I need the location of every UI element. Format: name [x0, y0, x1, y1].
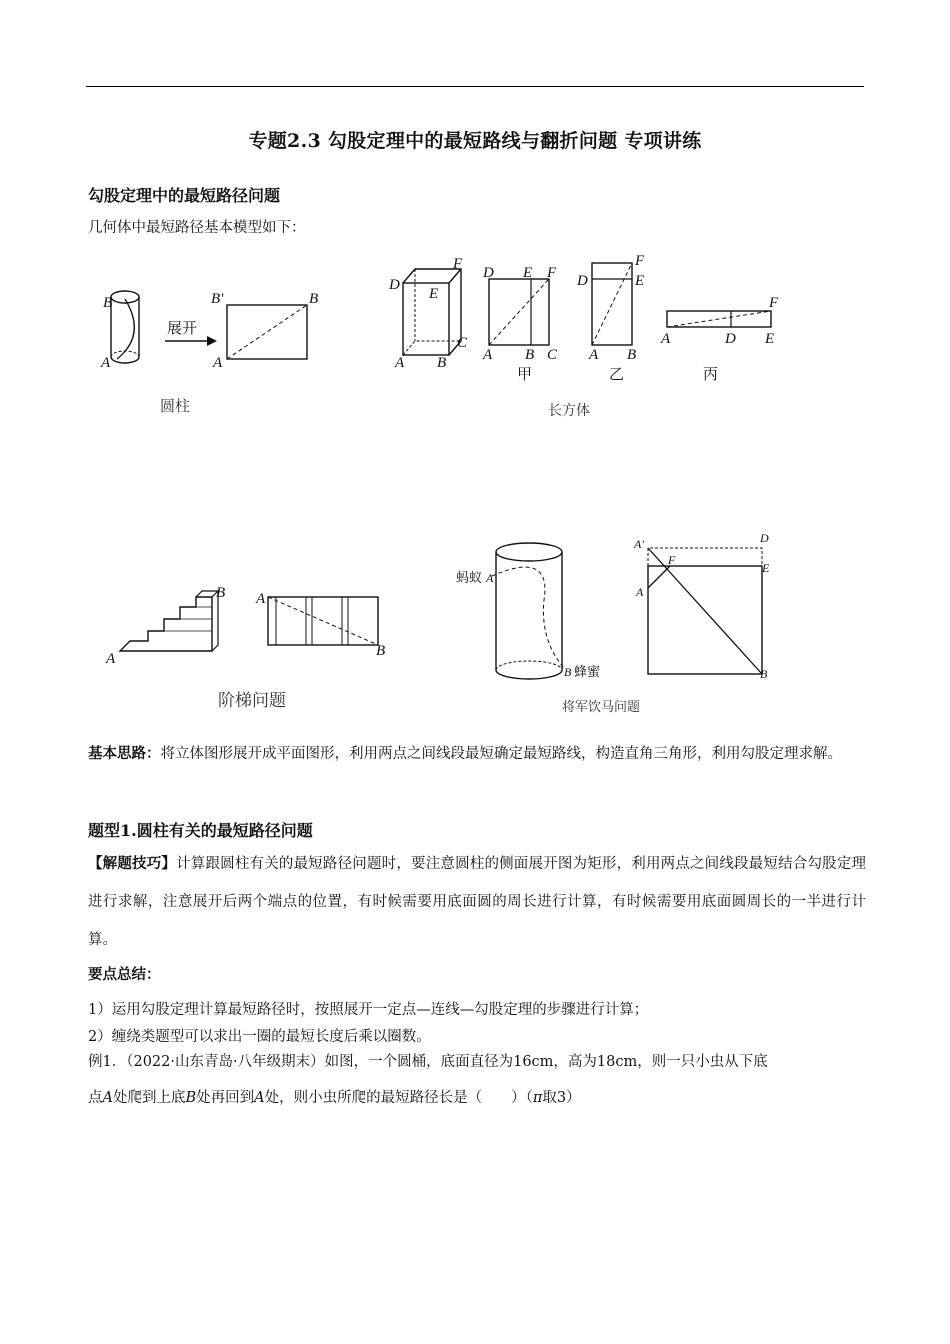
cylinder-figure [95, 285, 345, 385]
basic-idea-label: 基本思路： [88, 745, 161, 762]
sub-jia: 甲 [517, 365, 533, 383]
svg-text:A: A [106, 651, 116, 667]
svg-text:B: B [216, 585, 226, 601]
svg-text:A: A [213, 355, 223, 371]
bee-label: 蜂蜜 [574, 665, 601, 680]
svg-text:A: A [101, 355, 111, 371]
svg-text:D: D [483, 265, 494, 281]
svg-text:F: F [635, 253, 645, 269]
example-1-line2: 点A处爬到上底B处再回到A处，则小虫所爬的最短路径长是（ ）（π取3） [88, 1090, 581, 1106]
basic-idea-text: 将立体图形展开成平面图形，利用两点之间线段最短确定最短路线，构造直角三角形，利用勾股定理求解。 [160, 746, 842, 762]
svg-text:B: B [564, 665, 572, 679]
svg-text:B: B [309, 291, 319, 307]
unfold-label: 展开 [167, 319, 198, 337]
tip-text: 计算跟圆柱有关的最短路径问题时，要注意圆柱的侧面展开图为矩形，利用两点之间线段最短结合勾股定理进行求解，注意展开后两个端点的位置，有时候需要用底面圆的周长进行计算，有时候需要用底面圆周长的一半进行计算。 [88, 856, 867, 948]
cuboid-caption: 长方体 [548, 403, 590, 419]
basic-idea-paragraph [88, 735, 866, 773]
svg-text:E: E [762, 561, 770, 575]
svg-text:B: B [525, 347, 535, 363]
svg-text:A: A [395, 355, 405, 371]
stairs-caption: 阶梯问题 [218, 691, 286, 711]
general-caption: 将军饮马问题 [562, 700, 641, 715]
svg-text:E: E [523, 265, 533, 281]
cuboid-figure [385, 255, 795, 385]
svg-text:C: C [457, 335, 468, 351]
svg-text:A: A [661, 331, 671, 347]
svg-text:E: E [635, 273, 645, 289]
summary-label: 要点总结： [88, 966, 161, 983]
svg-text:B: B [760, 667, 768, 681]
svg-text:A: A [636, 585, 644, 599]
svg-text:A: A [256, 591, 266, 607]
svg-text:F: F [769, 295, 779, 311]
example-1-line1: 例1．（2022·山东青岛·八年级期末）如图，一个圆桶，底面直径为16cm，高为18cm，则一只小虫从下底 [88, 1054, 768, 1070]
svg-text:B: B [376, 643, 386, 659]
tip-label: 【解题技巧】 [88, 855, 177, 872]
svg-text:F: F [547, 265, 557, 281]
svg-text:B: B [103, 295, 113, 311]
svg-text:B′: B′ [211, 291, 224, 307]
svg-text:D: D [760, 531, 769, 545]
stairs-figure [100, 585, 400, 670]
svg-text:B: B [627, 347, 637, 363]
svg-text:F: F [453, 256, 463, 272]
cylinder-caption: 圆柱 [160, 397, 191, 415]
point-1: 1）运用勾股定理计算最短路径时，按照展开一定点—连线—勾股定理的步骤进行计算； [88, 1002, 649, 1018]
point-2: 2）缠绕类题型可以求出一圈的最短长度后乘以圈数。 [88, 1029, 431, 1045]
svg-text:B: B [437, 355, 447, 371]
ant-label: 蚂蚁 [456, 571, 483, 586]
page-title: 专题2.3 勾股定理中的最短路线与翻折问题 专项讲练 [248, 130, 702, 152]
svg-text:D: D [389, 277, 400, 293]
general-figure [452, 530, 782, 690]
svg-text:C: C [547, 347, 558, 363]
header-rule [86, 86, 864, 87]
svg-text:A′: A′ [634, 537, 644, 551]
svg-text:D: D [577, 273, 588, 289]
svg-text:D: D [725, 331, 736, 347]
svg-text:A: A [486, 571, 494, 585]
intro-text: 几何体中最短路径基本模型如下： [88, 220, 306, 236]
tip-paragraph [88, 845, 866, 959]
svg-text:A: A [483, 347, 493, 363]
type1-heading: 题型1.圆柱有关的最短路径问题 [88, 821, 313, 840]
pi-symbol: π [532, 1090, 543, 1106]
svg-text:E: E [429, 286, 439, 302]
svg-text:A: A [589, 347, 599, 363]
svg-text:F: F [668, 553, 676, 567]
sub-yi: 乙 [609, 365, 625, 383]
svg-text:E: E [765, 331, 775, 347]
sub-bing: 丙 [703, 365, 719, 383]
section-heading: 勾股定理中的最短路径问题 [88, 186, 281, 205]
